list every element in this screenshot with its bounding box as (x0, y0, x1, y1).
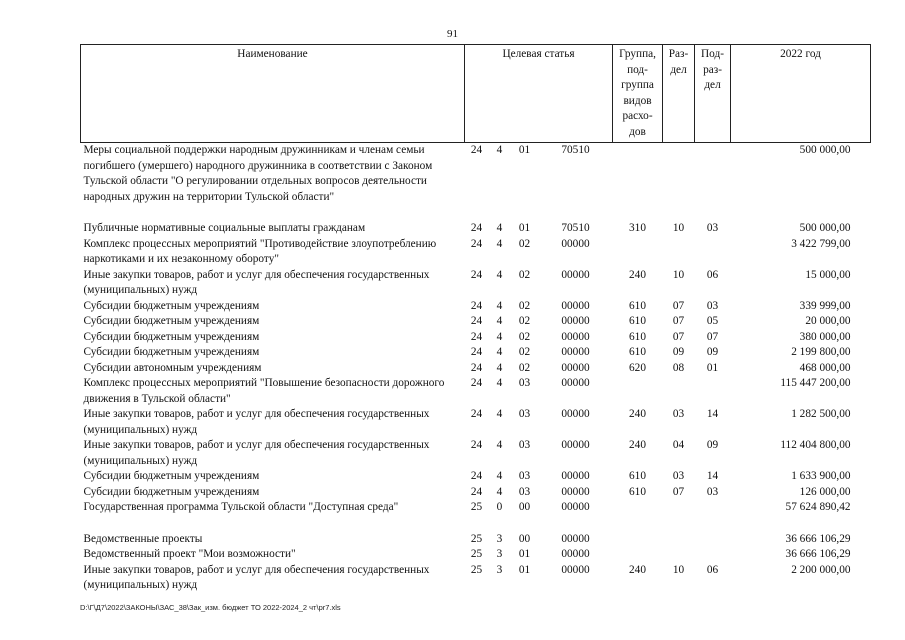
row-name: Иные закупки товаров, работ и услуг для обеспечения государственных (муниципальных) нужд (83, 439, 430, 467)
subsection-code: 14 (706, 470, 719, 482)
table-row (81, 438, 871, 469)
amount-2022: 380 000,00 (799, 330, 851, 343)
section-code: 04 (672, 439, 685, 451)
target-code-3: 01 (518, 222, 531, 234)
section-code (663, 547, 695, 563)
target-code-1: 24 (470, 361, 483, 374)
target-code-4: 00000 (561, 470, 590, 482)
expense-group (613, 143, 663, 206)
target-code-4: 00000 (561, 237, 590, 250)
target-code-3: 02 (518, 330, 531, 343)
table-row (81, 547, 871, 563)
amount-2022: 1 633 900,00 (791, 470, 851, 482)
table-row (81, 268, 871, 299)
target-code-2: 0 (496, 501, 503, 513)
table-row (81, 221, 871, 237)
target-code-3: 00 (518, 501, 531, 513)
target-code-2: 3 (496, 532, 503, 545)
target-code-2: 4 (496, 346, 503, 358)
row-name: Иные закупки товаров, работ и услуг для обеспечения государственных (муниципальных) нужд (83, 563, 430, 591)
table-header (81, 45, 871, 143)
subsection-code: 03 (706, 485, 719, 498)
table-row (81, 563, 871, 594)
target-code-4: 00000 (561, 268, 590, 281)
target-code-4: 00000 (561, 346, 590, 358)
expense-group: 610 (629, 485, 646, 498)
subsection-code (695, 376, 731, 407)
subsection-code (695, 547, 731, 563)
target-code-1: 24 (470, 485, 483, 498)
amount-2022: 500 000,00 (799, 222, 851, 234)
subsection-code: 03 (706, 299, 719, 312)
target-code-4: 00000 (561, 330, 590, 343)
target-code-3: 02 (518, 268, 531, 281)
amount-2022: 112 404 800,00 (780, 439, 851, 451)
target-code-4: 00000 (561, 377, 590, 389)
target-code-1: 24 (470, 330, 483, 343)
target-code-1: 24 (470, 315, 483, 327)
section-code: 10 (672, 563, 685, 576)
row-name: Иные закупки товаров, работ и услуг для обеспечения государственных (муниципальных) нужд (83, 268, 430, 296)
header-target: Целевая статья (465, 45, 613, 143)
target-code-4: 70510 (561, 144, 590, 156)
table-row (81, 330, 871, 346)
target-code-3: 02 (518, 346, 531, 358)
target-code-3: 03 (518, 470, 531, 482)
amount-2022: 3 422 799,00 (791, 237, 851, 250)
budget-table-container (80, 44, 870, 594)
row-name: Государственная программа Тульской области "Доступная среда" (83, 501, 399, 513)
section-code: 10 (672, 222, 685, 234)
spacer-row (81, 516, 871, 532)
target-code-1: 24 (470, 237, 483, 250)
header-group: Группа, под-группа видов расхо-дов (613, 45, 663, 143)
target-code-3: 01 (518, 563, 531, 576)
table-row (81, 407, 871, 438)
spacer-cell (81, 205, 871, 221)
expense-group (613, 547, 663, 563)
target-code-2: 4 (496, 144, 503, 156)
target-code-2: 4 (496, 268, 503, 281)
target-code-1: 24 (470, 268, 483, 281)
subsection-code: 03 (706, 222, 719, 234)
section-code: 09 (672, 346, 685, 358)
expense-group: 240 (629, 408, 646, 420)
table-row (81, 485, 871, 501)
section-code: 10 (672, 268, 685, 281)
subsection-code (695, 143, 731, 206)
amount-2022: 2 199 800,00 (791, 346, 851, 358)
row-name: Ведомственные проекты (83, 532, 203, 545)
subsection-code: 09 (706, 346, 719, 358)
target-code-3: 03 (518, 485, 531, 498)
target-code-4: 00000 (561, 563, 590, 576)
row-name: Иные закупки товаров, работ и услуг для обеспечения государственных (муниципальных) нужд (83, 408, 430, 436)
row-name: Публичные нормативные социальные выплаты гражданам (83, 222, 366, 234)
expense-group: 240 (629, 268, 646, 281)
target-code-2: 4 (496, 485, 503, 498)
target-code-4: 00000 (561, 361, 590, 374)
target-code-1: 25 (470, 532, 483, 545)
row-name: Субсидии бюджетным учреждениям (83, 330, 260, 343)
header-year: 2022 год (731, 45, 871, 143)
subsection-code: 14 (706, 408, 719, 420)
row-name: Комплекс процессных мероприятий "Повышение безопасности дорожного движения в Тульской области" (83, 377, 445, 405)
amount-2022: 339 999,00 (799, 299, 851, 312)
row-name: Комплекс процессных мероприятий "Противодействие злоупотреблению наркотиками и их незаконному обороту" (83, 237, 437, 265)
target-code-1: 25 (470, 548, 483, 560)
target-code-4: 00000 (561, 408, 590, 420)
section-code (663, 237, 695, 268)
subsection-code (695, 532, 731, 548)
header-section: Раз-дел (663, 45, 695, 143)
section-code: 03 (672, 470, 685, 482)
target-code-2: 4 (496, 439, 503, 451)
subsection-code: 07 (706, 330, 719, 343)
target-code-1: 24 (470, 470, 483, 482)
row-name: Субсидии бюджетным учреждениям (83, 315, 260, 327)
table-row (81, 237, 871, 268)
target-code-3: 02 (518, 315, 531, 327)
target-code-2: 4 (496, 361, 503, 374)
file-path-footer: D:\Г\Д7\2022\ЗАКОНЫ\ЗАС_38\Зак_изм. бюджет ТО 2022-2024_2 чт\pr7.xls (80, 603, 341, 612)
amount-2022: 468 000,00 (799, 361, 851, 374)
target-code-3: 01 (518, 548, 531, 560)
section-code: 03 (672, 408, 685, 420)
row-name: Субсидии бюджетным учреждениям (83, 485, 260, 498)
subsection-code: 09 (706, 439, 719, 451)
row-name: Субсидии бюджетным учреждениям (83, 299, 260, 312)
target-code-3: 03 (518, 408, 531, 420)
amount-2022: 57 624 890,42 (785, 501, 851, 513)
target-code-2: 3 (496, 563, 503, 576)
header-subsection: Под-раз-дел (695, 45, 731, 143)
target-code-3: 01 (518, 144, 531, 156)
expense-group: 610 (629, 315, 646, 327)
target-code-1: 24 (470, 439, 483, 451)
amount-2022: 500 000,00 (799, 144, 851, 156)
section-code: 08 (672, 361, 685, 374)
expense-group (613, 500, 663, 516)
subsection-code: 05 (706, 315, 719, 327)
target-code-3: 02 (518, 299, 531, 312)
subsection-code: 06 (706, 268, 719, 281)
table-row (81, 376, 871, 407)
target-code-4: 00000 (561, 548, 590, 560)
expense-group: 620 (629, 361, 646, 374)
target-code-2: 4 (496, 377, 503, 389)
section-code (663, 376, 695, 407)
target-code-4: 00000 (561, 315, 590, 327)
row-name: Субсидии бюджетным учреждениям (83, 470, 260, 482)
expense-group: 610 (629, 330, 646, 343)
target-code-1: 25 (470, 501, 483, 513)
target-code-3: 00 (518, 532, 531, 545)
target-code-4: 70510 (561, 222, 590, 234)
spacer-row (81, 205, 871, 221)
target-code-1: 24 (470, 408, 483, 420)
row-name: Субсидии бюджетным учреждениям (83, 346, 260, 358)
section-code (663, 500, 695, 516)
target-code-1: 24 (470, 144, 483, 156)
table-row (81, 314, 871, 330)
amount-2022: 36 666 106,29 (785, 532, 851, 545)
expense-group: 610 (629, 470, 646, 482)
target-code-2: 4 (496, 330, 503, 343)
target-code-3: 03 (518, 439, 531, 451)
section-code (663, 532, 695, 548)
amount-2022: 1 282 500,00 (791, 408, 851, 420)
subsection-code (695, 500, 731, 516)
row-name: Меры социальной поддержки народным дружинникам и членам семьи погибшего (умершего) народного дружинника в соответствии с Законом Тульской области "О регулировании отдельных вопросов деятельности народных дружин на территории Тульской области" (83, 144, 433, 203)
page-number: 91 (447, 28, 458, 40)
target-code-1: 24 (470, 377, 483, 389)
target-code-2: 4 (496, 222, 503, 234)
amount-2022: 20 000,00 (805, 315, 851, 327)
expense-group: 240 (629, 563, 646, 576)
amount-2022: 36 666 106,29 (785, 548, 851, 560)
target-code-2: 4 (496, 299, 503, 312)
target-code-2: 3 (496, 548, 503, 560)
section-code (663, 143, 695, 206)
expense-group (613, 376, 663, 407)
table-row (81, 143, 871, 206)
target-code-4: 00000 (561, 439, 590, 451)
expense-group (613, 237, 663, 268)
target-code-3: 02 (518, 361, 531, 374)
target-code-1: 24 (470, 299, 483, 312)
table-row (81, 532, 871, 548)
amount-2022: 115 447 200,00 (780, 377, 851, 389)
target-code-3: 02 (518, 237, 531, 250)
table-row (81, 500, 871, 516)
target-code-2: 4 (496, 470, 503, 482)
row-name: Субсидии автономным учреждениям (83, 361, 262, 374)
table-row (81, 469, 871, 485)
section-code: 07 (672, 485, 685, 498)
row-name: Ведомственный проект "Мои возможности" (83, 548, 296, 560)
table-row (81, 361, 871, 377)
target-code-1: 24 (470, 346, 483, 358)
subsection-code (695, 237, 731, 268)
expense-group: 610 (629, 346, 646, 358)
expense-group (613, 532, 663, 548)
target-code-4: 00000 (561, 532, 590, 545)
amount-2022: 2 200 000,00 (791, 563, 851, 576)
target-code-1: 25 (470, 563, 483, 576)
amount-2022: 15 000,00 (805, 268, 851, 281)
section-code: 07 (672, 315, 685, 327)
target-code-2: 4 (496, 237, 503, 250)
expense-group: 610 (629, 299, 646, 312)
section-code: 07 (672, 299, 685, 312)
table-body (81, 143, 871, 594)
section-code: 07 (672, 330, 685, 343)
subsection-code: 01 (706, 361, 719, 374)
header-name: Наименование (81, 45, 465, 143)
target-code-1: 24 (470, 222, 483, 234)
target-code-3: 03 (518, 377, 531, 389)
table-row (81, 345, 871, 361)
budget-table (80, 44, 871, 594)
target-code-4: 00000 (561, 501, 590, 513)
target-code-2: 4 (496, 315, 503, 327)
subsection-code: 06 (706, 563, 719, 576)
target-code-2: 4 (496, 408, 503, 420)
target-code-4: 00000 (561, 485, 590, 498)
table-row (81, 299, 871, 315)
amount-2022: 126 000,00 (799, 485, 851, 498)
target-code-4: 00000 (561, 299, 590, 312)
spacer-cell (81, 516, 871, 532)
expense-group: 240 (629, 439, 646, 451)
expense-group: 310 (629, 222, 646, 234)
